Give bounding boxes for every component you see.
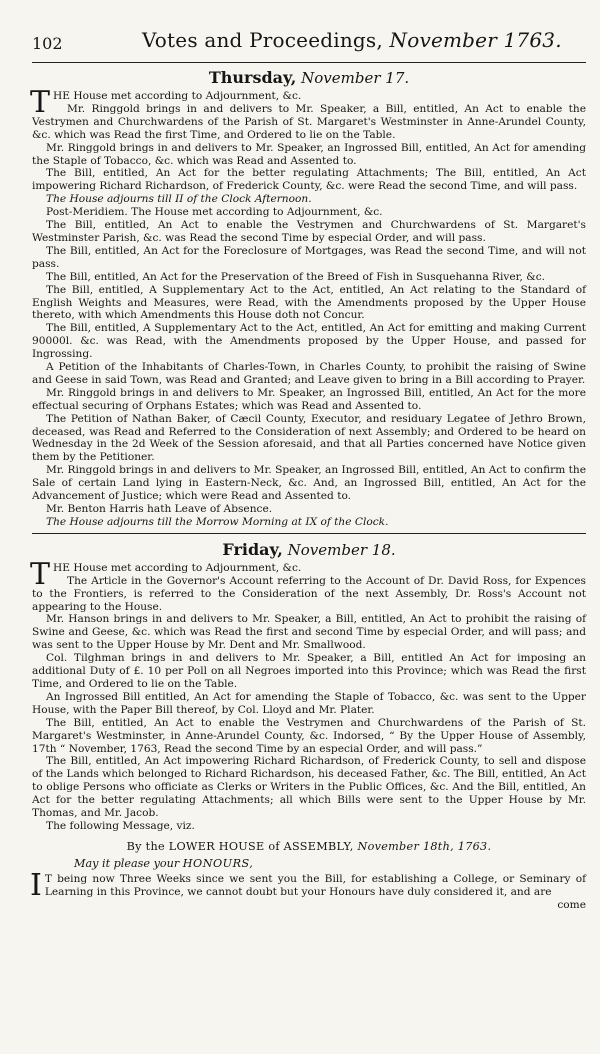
paragraph: The Bill, entitled, An Act for the Preservation of the Breed of Fish in Susquehanna River, &c. — [46, 270, 545, 283]
paragraph: The Article in the Governor's Account referring to the Account of Dr. David Ross, for Expences to the Frontiers, is referred to the Consideration of the next Assembly, Dr. Ross's Account not appearing to the House. — [32, 574, 586, 613]
day-heading-thursday-day: Thursday, — [208, 68, 297, 87]
salutation-caps: HONOURS, — [182, 856, 254, 870]
paragraph: The Bill, entitled, An Act to enable the Vestrymen and Churchwardens of St. Margaret's Westminster Parish, &c. was Read the second Time by especial Order, and will pass. — [32, 219, 586, 244]
paragraph: The following Message, viz. — [46, 819, 195, 832]
paragraph — [30, 556, 586, 592]
paragraph: The House adjourns till the Morrow Morning at IX of the Clock. — [46, 515, 389, 528]
message-heading-text: By the LOWER HOUSE of ASSEMBLY, — [126, 839, 354, 853]
paragraph: Post-Meridiem. The House met according to Adjournment, &c. — [46, 206, 383, 219]
paragraph: Mr. Ringgold brings in and delivers to Mr. Speaker, an Ingrossed Bill, entitled, An Act to confirm the Sale of certain Land lying in Eastern-Neck, &c. And, an Ingrossed Bill, entitled, An Act for the Advancement of Justice; which were Read and Assented to. — [32, 464, 586, 503]
paragraph: The Bill, entitled, A Supplementary Act to the Act, entitled, An Act relating to the Standard of English Weights and Measures, were Read, with the Amendments proposed by the Upper House thereto, with which Amendments this House doth not Concur. — [32, 283, 586, 322]
paragraph: Mr. Hanson brings in and delivers to Mr. Speaker, a Bill, entitled, An Act to prohibit the raising of Swine and Geese, &c. which was Read the first and second Time by especial Order, and will pass; and was sent to the Upper House by Mr. Dent and Mr. Smallwood. — [32, 613, 586, 652]
page-number: 102 — [32, 34, 63, 53]
message-heading-date: November 18th, 1763. — [357, 839, 492, 853]
running-title-text: Votes and Proceedings, — [142, 28, 383, 52]
drop-cap: T — [30, 556, 51, 592]
paragraph: An Ingrossed Bill entitled, An Act for amending the Staple of Tobacco, &c. was sent to the Upper House, with the Paper Bill thereof, by Col. Lloyd and Mr. Plater. — [32, 690, 586, 716]
drop-cap: I — [30, 867, 42, 903]
paragraph: Col. Tilghman brings in and delivers to Mr. Speaker, a Bill, entitled An Act for imposing an additional Duty of £. 10 per Poll on all Negroes imported into this Province; which was Read the first Time, and Ordered to lie on the Table. — [32, 652, 586, 690]
day-heading-friday-date: November 18. — [287, 540, 396, 559]
paragraph — [30, 85, 586, 120]
catchword: come — [557, 898, 586, 911]
paragraph: Mr. Benton Harris hath Leave of Absence. — [46, 503, 273, 515]
day-heading-thursday — [32, 68, 586, 87]
paragraph: The Bill, entitled, An Act for the Foreclosure of Mortgages, was Read the second Time, and will not pass. — [32, 244, 586, 270]
paragraph: The Petition of Nathan Baker, of Cæcil County, Executor, and residuary Legatee of Jethro Brown, deceased, was Read and Referred to the Consideration of next Assembly; and Ordered to be heard on Wednesday in the 2d Week of the Session aforesaid, and that all Parties concerned have Notice given them by the Petitioner. — [32, 412, 586, 464]
message-body-text: T being now Three Weeks since we sent you the Bill, for establishing a College, or Seminary of Learning in this Province, we cannot doubt but your Honours have duly considered it, and are — [44, 872, 586, 898]
day-heading-friday-day: Friday, — [222, 539, 283, 559]
paragraph: Mr. Ringgold brings in and delivers to Mr. Speaker, an Ingrossed Bill, entitled, An Act for the more effectual securing of Orphans Estates; which was Read and Assented to. — [32, 386, 586, 412]
paragraph: Mr. Ringgold brings in and delivers to Mr. Speaker, a Bill, entitled, An Act to enable the Vestrymen and Churchwardens of the Parish of St. Margaret's Westminster in Anne-Arundel County, &c. which was Read the first Time, and Ordered to lie on the Table. — [32, 102, 586, 141]
paragraph: The Bill, entitled, An Act for the better regulating Attachments; The Bill, entitled, An Act impowering Richard Richardson, of Frederick County, &c. were Read the second Time, and will pass. — [32, 167, 586, 193]
paragraph-text: HE House met according to Adjournment, &c. — [53, 561, 302, 574]
paragraph: The House adjourns till II of the Clock Afternoon. — [46, 193, 312, 206]
paragraph: A Petition of the Inhabitants of Charles-Town, in Charles County, to prohibit the raising of Swine and Geese in said Town, was Read and Granted; and Leave given to bring in a Bill according to Prayer. — [32, 361, 586, 386]
paragraph-text: HE House met according to Adjournment, &c. — [53, 90, 302, 102]
message-body — [30, 867, 586, 903]
salutation-lead: May it please your — [74, 856, 180, 870]
running-header — [32, 28, 586, 63]
running-title — [142, 28, 562, 52]
day-heading-thursday-date: November 17. — [301, 69, 410, 87]
running-title-date: November 1763. — [389, 28, 562, 52]
drop-cap: T — [30, 85, 51, 120]
day-heading-friday — [32, 540, 586, 559]
message-heading — [32, 840, 586, 853]
paragraph: Mr. Ringgold brings in and delivers to Mr. Speaker, an Ingrossed Bill, entitled, An Act for amending the Staple of Tobacco, &c. which was Read and Assented to. — [32, 141, 586, 167]
section-divider — [32, 533, 586, 534]
paragraph: The Bill, entitled, An Act to enable the Vestrymen and Churchwardens of the Parish of St. Margaret's Westminster, in Anne-Arundel County, &c. Indorsed, “ By the Upper House of Assembly, 17th “ November, 1763, Read the second Time by an especial Order, and will pass.” — [32, 716, 586, 755]
paragraph: The Bill, entitled, An Act impowering Richard Richardson, of Frederick County, to sell and dispose of the Lands which belonged to Richard Richardson, his deceased Father, &c. The Bill, entitled, An Act to oblige Persons who officiate as Clerks or Writers in the Public Offices, &c. And the Bill, entitled, An Act for the better regulating Attachments; all which Bills were sent to the Upper House by Mr. Thomas, and Mr. Jacob. — [32, 755, 586, 820]
message-salutation — [74, 857, 586, 870]
paragraph: The Bill, entitled, A Supplementary Act to the Act, entitled, An Act for emitting and making Current 90000l. &c. was Read, with the Amendments proposed by the Upper House, and passed for Ingrossing. — [32, 322, 586, 361]
